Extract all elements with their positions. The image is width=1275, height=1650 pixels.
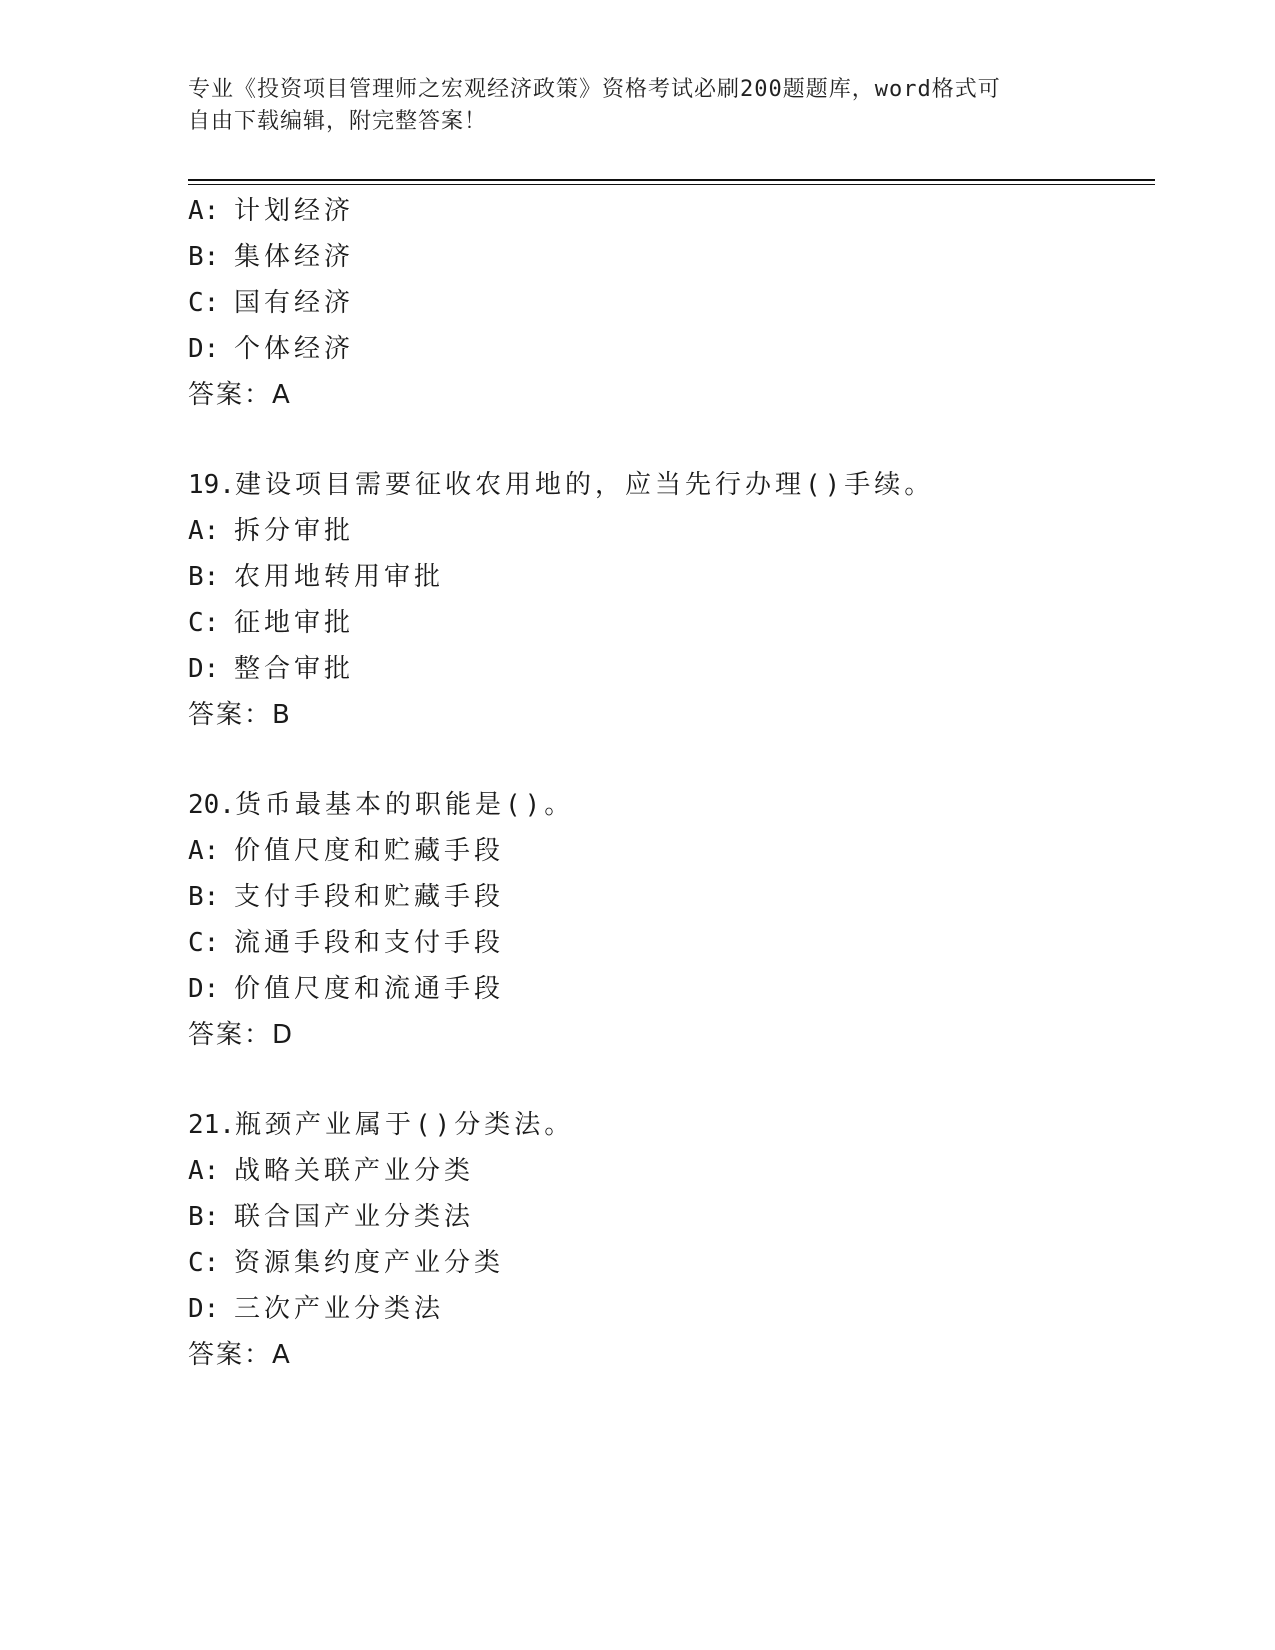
answer-line: 答案：D <box>188 1020 295 1050</box>
option-key: D: <box>188 974 220 1004</box>
option-key: C: <box>188 288 220 318</box>
question-stem <box>188 1102 1148 1148</box>
question-text: 瓶颈产业属于()分类法。 <box>234 1110 575 1140</box>
question-block-20 <box>188 782 1148 1058</box>
option-row-a <box>188 1148 1148 1194</box>
option-row-b <box>188 1194 1148 1240</box>
answer-line: 答案：A <box>188 380 292 410</box>
option-text: 整合审批 <box>234 654 355 684</box>
option-text: 拆分审批 <box>234 516 355 546</box>
option-key: C: <box>188 1248 220 1278</box>
option-key: A: <box>188 836 220 866</box>
option-text: 三次产业分类法 <box>234 1294 445 1324</box>
option-key: D: <box>188 1294 220 1324</box>
option-key: B: <box>188 1202 220 1232</box>
question-block-19 <box>188 462 1148 738</box>
option-key: C: <box>188 608 220 638</box>
question-number: 20. <box>188 790 235 820</box>
option-key: B: <box>188 882 220 912</box>
question-number: 21. <box>188 1110 235 1140</box>
answer-line: 答案：B <box>188 700 292 730</box>
question-list <box>188 188 1148 1378</box>
header-divider-thick <box>188 179 1155 181</box>
option-row-c <box>188 280 1148 326</box>
option-text: 战略关联产业分类 <box>234 1156 475 1186</box>
option-row-c <box>188 1240 1148 1286</box>
option-text: 资源集约度产业分类 <box>234 1248 505 1278</box>
spacer <box>188 418 1148 462</box>
spacer <box>188 1058 1148 1102</box>
option-row-d <box>188 1286 1148 1332</box>
option-text: 流通手段和支付手段 <box>234 928 505 958</box>
option-key: D: <box>188 334 220 364</box>
option-text: 联合国产业分类法 <box>234 1202 475 1232</box>
option-key: A: <box>188 1156 220 1186</box>
document-header <box>188 74 1068 138</box>
header-line-2: 自由下载编辑，附完整答案！ <box>188 109 488 134</box>
option-row-b <box>188 554 1148 600</box>
option-text: 个体经济 <box>234 334 355 364</box>
option-key: B: <box>188 562 220 592</box>
option-row-d <box>188 326 1148 372</box>
option-key: A: <box>188 196 220 226</box>
option-row-a <box>188 188 1148 234</box>
option-key: B: <box>188 242 220 272</box>
header-line-1: 专业《投资项目管理师之宏观经济政策》资格考试必刷200题题库，word格式可 <box>188 77 1001 102</box>
option-row-a <box>188 828 1148 874</box>
option-key: D: <box>188 654 220 684</box>
option-row-a <box>188 508 1148 554</box>
option-row-d <box>188 966 1148 1012</box>
option-key: C: <box>188 928 220 958</box>
question-stem <box>188 462 1148 508</box>
option-row-d <box>188 646 1148 692</box>
question-text: 建设项目需要征收农用地的，应当先行办理()手续。 <box>234 470 935 500</box>
option-row-c <box>188 600 1148 646</box>
option-row-b <box>188 234 1148 280</box>
option-text: 征地审批 <box>234 608 355 638</box>
option-key: A: <box>188 516 220 546</box>
option-text: 农用地转用审批 <box>234 562 445 592</box>
question-block-21 <box>188 1102 1148 1378</box>
option-text: 国有经济 <box>234 288 355 318</box>
option-text: 支付手段和贮藏手段 <box>234 882 505 912</box>
option-row-c <box>188 920 1148 966</box>
question-block-18 <box>188 188 1148 418</box>
answer-line: 答案：A <box>188 1340 292 1370</box>
option-text: 集体经济 <box>234 242 355 272</box>
header-divider-thin <box>188 184 1155 185</box>
option-row-b <box>188 874 1148 920</box>
question-number: 19. <box>188 470 235 500</box>
option-text: 价值尺度和流通手段 <box>234 974 505 1004</box>
spacer <box>188 738 1148 782</box>
option-text: 价值尺度和贮藏手段 <box>234 836 505 866</box>
question-text: 货币最基本的职能是()。 <box>234 790 575 820</box>
question-stem <box>188 782 1148 828</box>
option-text: 计划经济 <box>234 196 355 226</box>
